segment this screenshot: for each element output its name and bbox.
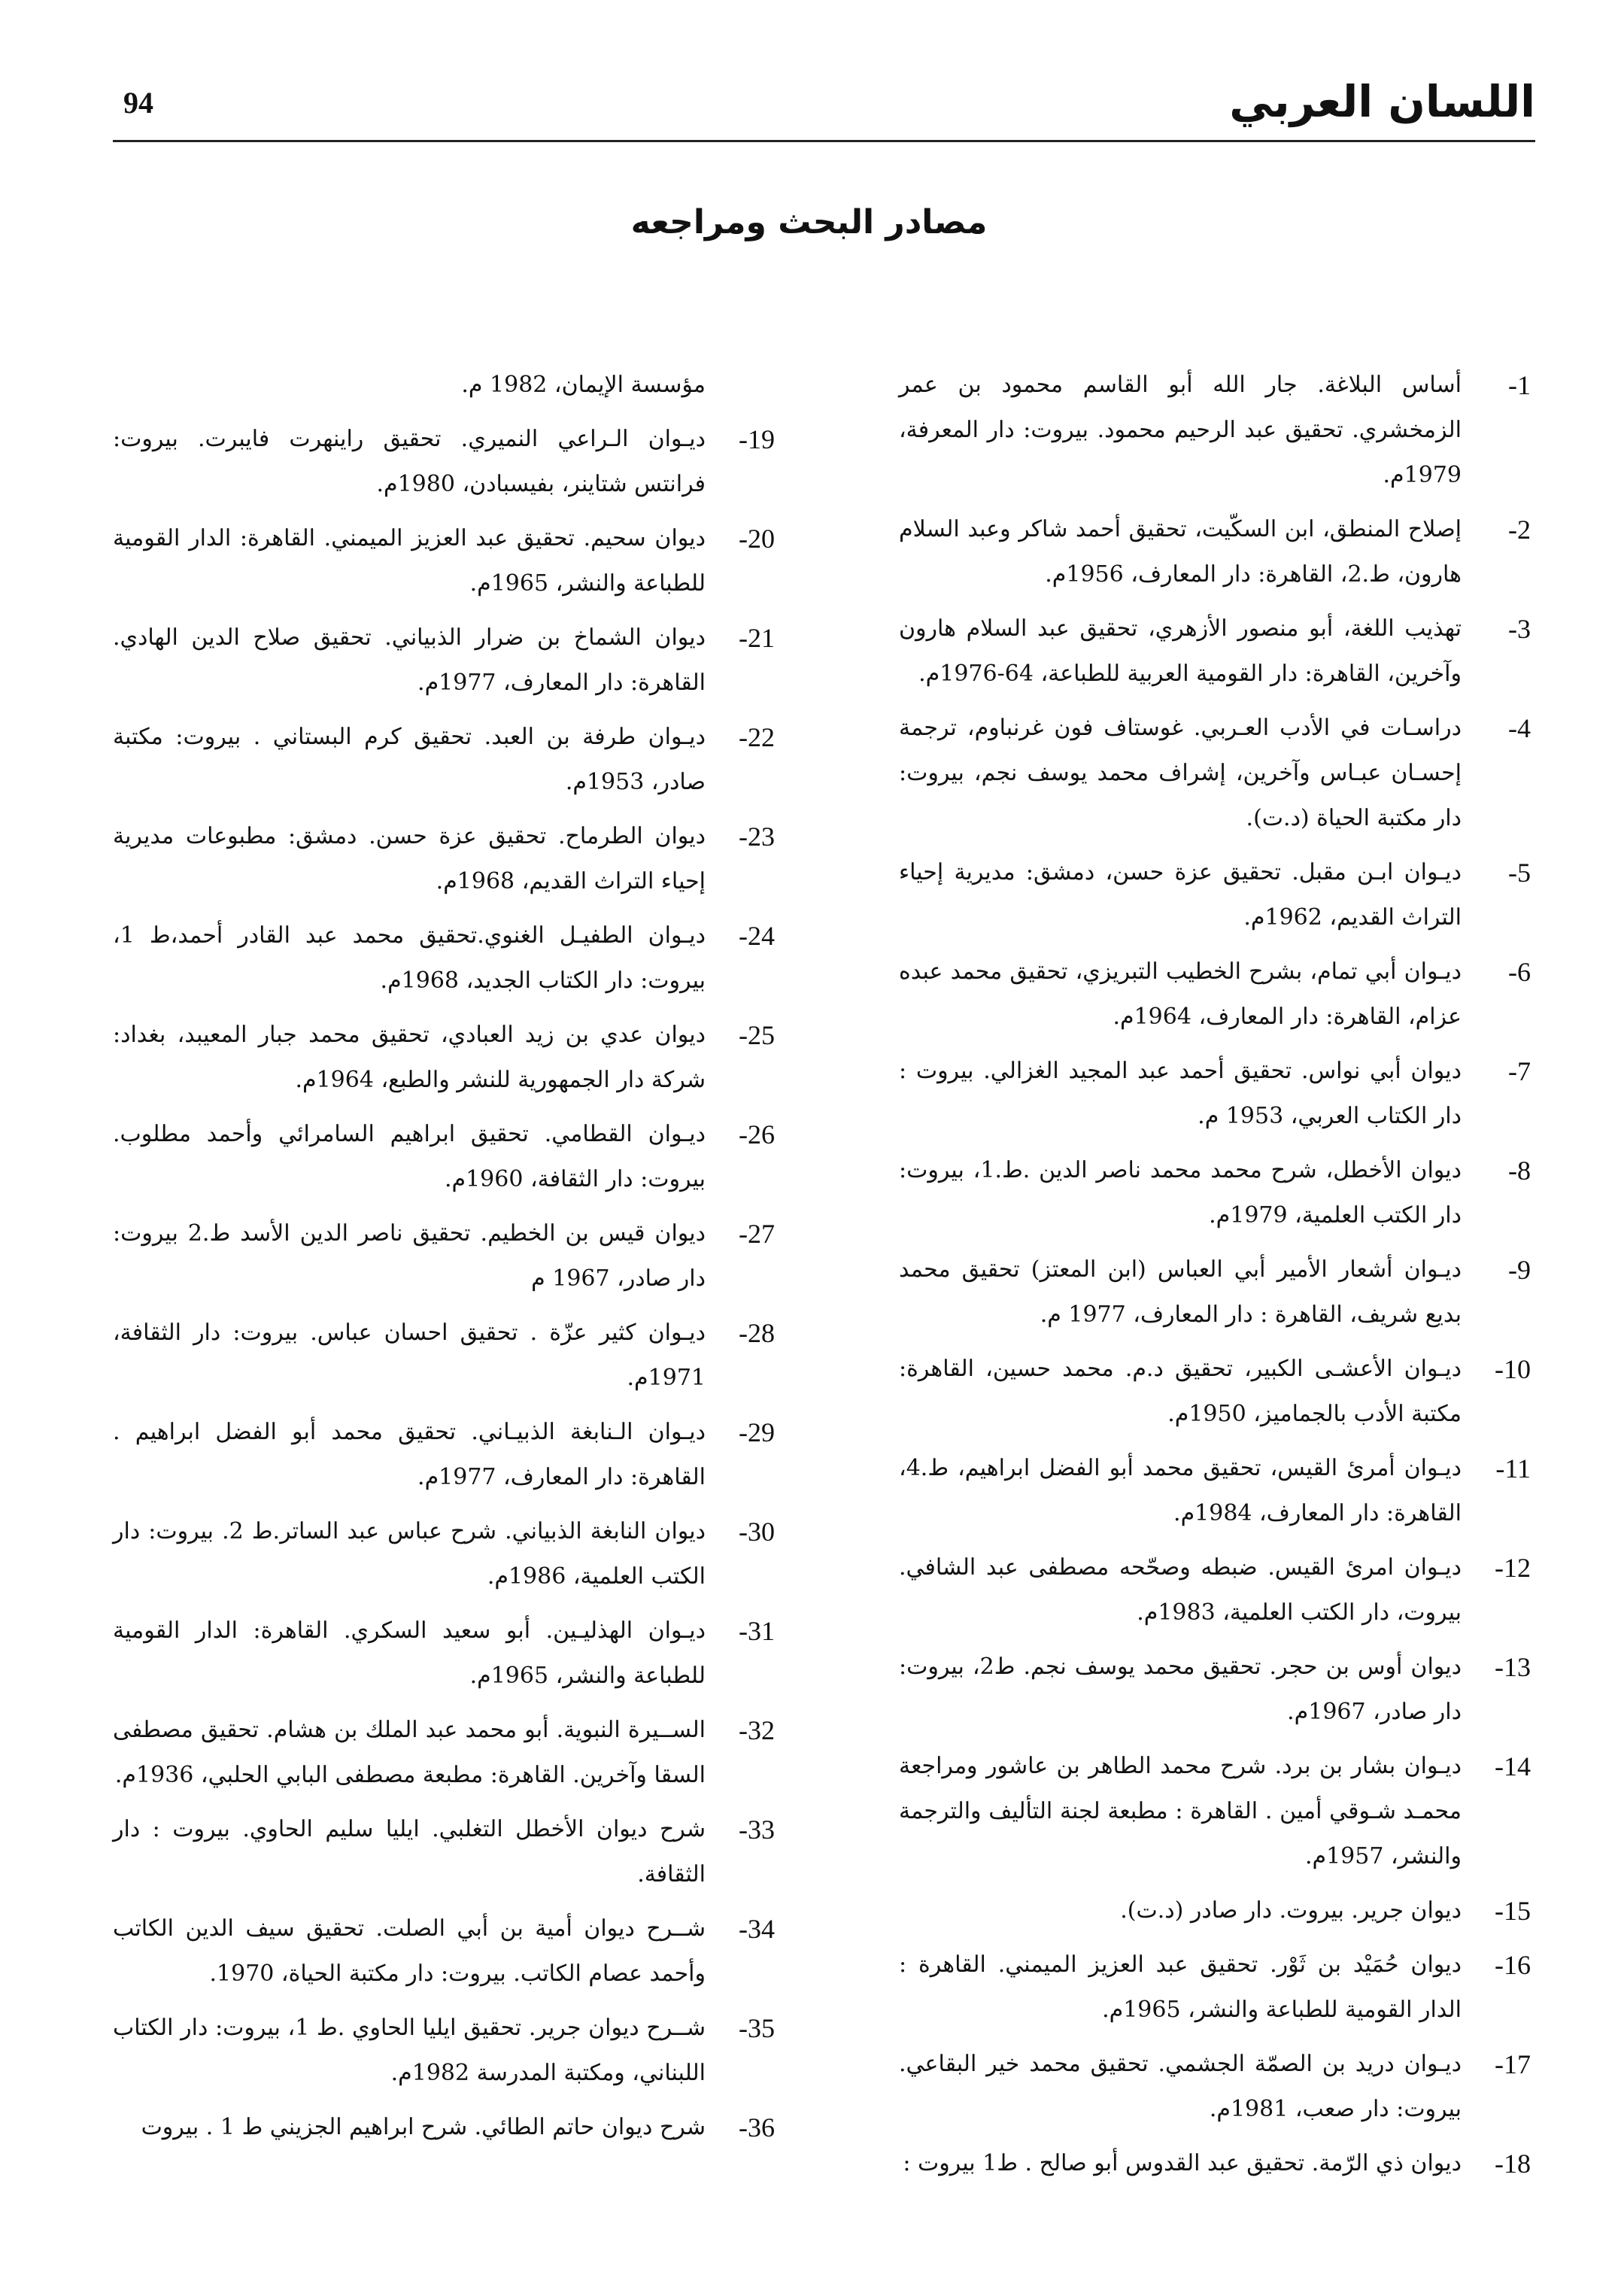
reference-number: 4- <box>1508 713 1531 743</box>
reference-number: 8- <box>1508 1156 1531 1186</box>
reference-number: 34- <box>739 1914 775 1944</box>
page-header <box>113 71 1535 139</box>
reference-entry <box>113 615 775 706</box>
reference-number: 27- <box>739 1219 775 1249</box>
reference-entry <box>899 1645 1531 1735</box>
reference-entry <box>113 1112 775 1202</box>
reference-entry <box>113 2006 775 2096</box>
reference-text: ديوان أبي نواس. تحقيق أحمد عبد المجيد الغزالي. بيروت : دار الكتاب العربي، 1953 م. <box>899 1058 1462 1129</box>
right-column <box>899 363 1531 2195</box>
reference-entry <box>899 1942 1531 2033</box>
reference-number: 31- <box>739 1616 775 1646</box>
reference-entry <box>113 2105 775 2150</box>
reference-entry <box>899 363 1531 498</box>
reference-entry <box>113 1013 775 1103</box>
reference-number: 16- <box>1495 1950 1531 1980</box>
reference-number: 19- <box>739 424 775 454</box>
reference-text: ديـوان طرفة بن العبد. تحقيق كرم البستاني . بيروت: مكتبة صادر، 1953م. <box>113 724 706 795</box>
reference-text: ديـوان الـراعي النميري. تحقيق راينهرت فايبرت. بيروت: فرانتس شتاينر، بفيسبادن، 1980م. <box>113 426 706 497</box>
reference-number: 25- <box>739 1020 775 1050</box>
reference-entry <box>899 949 1531 1040</box>
reference-text: ديوان الأخطل، شرح محمد محمد ناصر الدين .ط.1، بيروت: دار الكتب العلمية، 1979م. <box>899 1157 1462 1228</box>
reference-text: ديـوان ابـن مقبل. تحقيق عزة حسن، دمشق: مديرية إحياء التراث القديم، 1962م. <box>899 859 1462 931</box>
reference-entry <box>113 913 775 1004</box>
reference-entry <box>113 516 775 606</box>
reference-text: ديـوان أبي تمام، بشرح الخطيب التبريزي، تحقيق محمد عبده عزام، القاهرة: دار المعارف، 1964م. <box>899 958 1462 1030</box>
reference-text: دراسـات في الأدب العـربي. غوستاف فون غرنباوم، ترجمة إحسـان عبـاس وآخرين، إشراف محمد يوسف نجم، بيروت: دار مكتبة الحياة (د.ت). <box>899 715 1462 831</box>
reference-number: 36- <box>739 2112 775 2143</box>
section-title: مصادر البحث ومراجعه <box>630 203 988 241</box>
reference-entry <box>899 606 1531 697</box>
reference-entry <box>899 1888 1531 1933</box>
reference-text: إصلاح المنطق، ابن السكّيت، تحقيق أحمد شاكر وعبد السلام هارون، ط.2، القاهرة: دار المعارف، 1956م. <box>899 516 1462 588</box>
reference-entry <box>899 507 1531 597</box>
reference-number: 28- <box>739 1318 775 1348</box>
reference-entry <box>113 715 775 805</box>
reference-text: ديوان جرير. بيروت. دار صادر (د.ت). <box>1120 1897 1462 1924</box>
journal-name: اللسان العربي <box>1229 76 1535 127</box>
reference-number: 3- <box>1508 614 1531 644</box>
reference-entry <box>113 1608 775 1699</box>
reference-text: ديوان عدي بن زيد العبادي، تحقيق محمد جبار المعيبد، بغداد: شركة دار الجمهورية للنشر والطبع، 1964م. <box>113 1022 706 1093</box>
reference-text: مؤسسة الإيمان، 1982 م. <box>461 372 706 398</box>
reference-entry <box>899 2042 1531 2132</box>
reference-text: ديـوان القطامي. تحقيق ابراهيم السامرائي وأحمد مطلوب. بيروت: دار الثقافة، 1960م. <box>113 1121 706 1192</box>
reference-text: ديـوان بشار بن برد. شرح محمد الطاهر بن عاشور ومراجعة محمـد شـوقي أمين . القاهرة : مطبعة لجنة التأليف والترجمة والنشر، 1957م. <box>899 1753 1462 1869</box>
reference-entry <box>899 1545 1531 1635</box>
reference-text: ديـوان أمرئ القيس، تحقيق محمد أبو الفضل ابراهيم، ط.4، القاهرة: دار المعارف، 1984م. <box>899 1455 1462 1526</box>
reference-entry <box>899 1148 1531 1238</box>
reference-text: الســيرة النبوية. أبو محمد عبد الملك بن هشام. تحقيق مصطفى السقا وآخرين. القاهرة: مطبعة مصطفى البابي الحلبي، 1936م. <box>113 1717 706 1788</box>
reference-text: ديوان الشماخ بن ضرار الذبياني. تحقيق صلاح الدين الهادي. القاهرة: دار المعارف، 1977م. <box>113 624 706 696</box>
reference-entry <box>899 1347 1531 1437</box>
reference-text: ديوان أوس بن حجر. تحقيق محمد يوسف نجم. ط2، بيروت: دار صادر، 1967م. <box>899 1654 1462 1725</box>
left-column <box>113 363 775 2159</box>
reference-entry <box>113 814 775 904</box>
reference-number: 35- <box>739 2013 775 2043</box>
reference-number: 7- <box>1508 1056 1531 1086</box>
reference-entry <box>113 1310 775 1401</box>
reference-number: 26- <box>739 1119 775 1150</box>
reference-number: 14- <box>1495 1751 1531 1781</box>
reference-number: 9- <box>1508 1255 1531 1285</box>
reference-text: ديـوان كثير عزّة . تحقيق احسان عباس. بيروت: دار الثقافة، 1971م. <box>113 1320 706 1391</box>
reference-number: 20- <box>739 524 775 554</box>
reference-number: 11- <box>1495 1453 1531 1484</box>
reference-entry <box>113 363 775 408</box>
reference-number: 22- <box>739 722 775 752</box>
reference-number: 32- <box>739 1715 775 1745</box>
reference-number: 1- <box>1508 370 1531 400</box>
reference-entry <box>899 2141 1531 2186</box>
reference-number: 29- <box>739 1417 775 1447</box>
reference-entry <box>899 1446 1531 1536</box>
reference-number: 13- <box>1495 1652 1531 1682</box>
reference-text: شــرح ديوان أمية بن أبي الصلت. تحقيق سيف الدين الكاتب وأحمد عصام الكاتب. بيروت: دار مكتبة الحياة، 1970. <box>113 1915 706 1987</box>
reference-number: 23- <box>739 822 775 852</box>
reference-number: 2- <box>1508 515 1531 545</box>
reference-text: ديـوان الأعشـى الكبير، تحقيق د.م. محمد حسين، القاهرة: مكتبة الأدب بالجماميز، 1950م. <box>899 1356 1462 1427</box>
reference-entry <box>113 1410 775 1500</box>
reference-number: 6- <box>1508 957 1531 987</box>
header-rule <box>113 140 1535 142</box>
reference-text: ديـوان الهذليـين. أبو سعيد السكري. القاهرة: الدار القومية للطباعة والنشر، 1965م. <box>113 1617 706 1689</box>
reference-entry <box>899 850 1531 940</box>
reference-entry <box>113 417 775 507</box>
reference-text: شرح ديوان الأخطل التغلبي. ايليا سليم الحاوي. بيروت : دار الثقافة. <box>113 1816 706 1888</box>
reference-text: ديـوان الـنابغة الذبيـاني. تحقيق محمد أبو الفضل ابراهيم . القاهرة: دار المعارف، 1977م. <box>113 1419 706 1490</box>
reference-entry <box>899 706 1531 841</box>
reference-text: ديوان النابغة الذبياني. شرح عباس عبد الساتر.ط 2. بيروت: دار الكتب العلمية، 1986م. <box>113 1518 706 1590</box>
reference-text: شرح ديوان حاتم الطائي. شرح ابراهيم الجزيني ط 1 . بيروت <box>141 2114 706 2140</box>
reference-text: ديوان سحيم. تحقيق عبد العزيز الميمني. القاهرة: الدار القومية للطباعة والنشر، 1965م. <box>113 525 706 597</box>
reference-number: 18- <box>1495 2149 1531 2179</box>
reference-entry <box>899 1247 1531 1338</box>
reference-text: ديـوان دريد بن الصمّة الجشمي. تحقيق محمد خير البقاعي. بيروت: دار صعب، 1981م. <box>899 2051 1462 2122</box>
reference-number: 5- <box>1508 858 1531 888</box>
reference-number: 30- <box>739 1517 775 1547</box>
page-number: 94 <box>123 86 153 120</box>
reference-entry <box>113 1708 775 1798</box>
reference-text: تهذيب اللغة، أبو منصور الأزهري، تحقيق عبد السلام هارون وآخرين، القاهرة: دار القومية العربية للطباعة، 64-1976م. <box>899 615 1462 687</box>
reference-number: 12- <box>1495 1553 1531 1583</box>
reference-number: 24- <box>739 921 775 951</box>
reference-text: ديوان الطرماح. تحقيق عزة حسن. دمشق: مطبوعات مديرية إحياء التراث القديم، 1968م. <box>113 823 706 894</box>
reference-text: ديـوان امرئ القيس. ضبطه وصحّحه مصطفى عبد الشافي. بيروت، دار الكتب العلمية، 1983م. <box>899 1554 1462 1626</box>
reference-number: 21- <box>739 623 775 653</box>
reference-text: ديـوان أشعار الأمير أبي العباس (ابن المعتز) تحقيق محمد بديع شريف، القاهرة : دار المعارف، 1977 م. <box>899 1256 1462 1328</box>
reference-entry <box>899 1049 1531 1139</box>
reference-entry <box>113 1807 775 1897</box>
reference-number: 15- <box>1495 1896 1531 1926</box>
reference-number: 10- <box>1495 1354 1531 1384</box>
reference-entry <box>113 1509 775 1599</box>
reference-entry <box>899 1744 1531 1879</box>
reference-entry <box>113 1906 775 1997</box>
reference-number: 17- <box>1495 2049 1531 2079</box>
reference-entry <box>113 1211 775 1301</box>
reference-number: 33- <box>739 1815 775 1845</box>
reference-text: شــرح ديوان جرير. تحقيق ايليا الحاوي .ط 1، بيروت: دار الكتاب اللبناني، ومكتبة المدرسة 1982م. <box>113 2015 706 2086</box>
reference-text: ديوان قيس بن الخطيم. تحقيق ناصر الدين الأسد ط.2 بيروت: دار صادر، 1967 م <box>113 1220 706 1292</box>
reference-text: ديوان حُمَيْد بن ثَوْر. تحقيق عبد العزيز الميمني. القاهرة : الدار القومية للطباعة والنشر، 1965م. <box>899 1951 1462 2023</box>
reference-text: ديـوان الطفيـل الغنوي.تحقيق محمد عبد القادر أحمد،ط 1، بيروت: دار الكتاب الجديد، 1968م. <box>113 922 706 994</box>
reference-text: أساس البلاغة. جار الله أبو القاسم محمود بن عمر الزمخشري. تحقيق عبد الرحيم محمود. بيروت: دار المعرفة، 1979م. <box>899 372 1462 488</box>
reference-text: ديوان ذي الرّمة. تحقيق عبد القدوس أبو صالح . ط1 بيروت : <box>903 2150 1462 2176</box>
